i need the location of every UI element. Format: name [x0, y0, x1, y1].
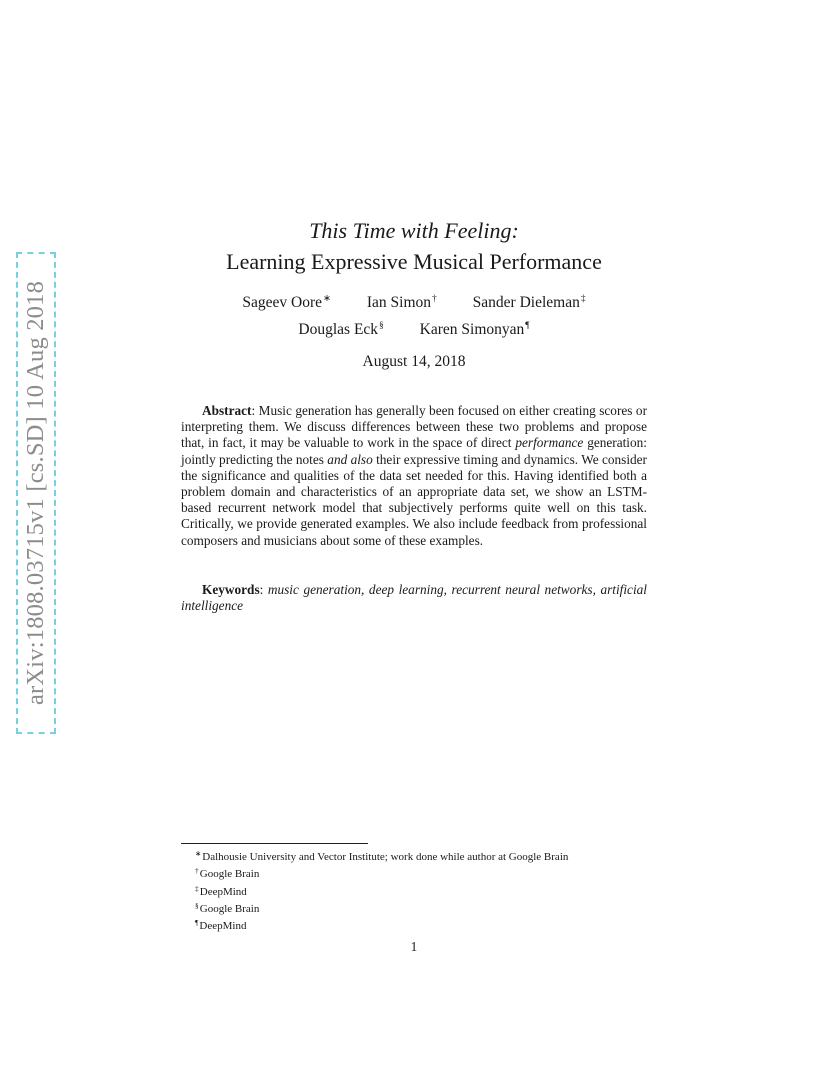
footnote-text: DeepMind — [199, 885, 247, 898]
author-mark: † — [432, 294, 437, 304]
arxiv-stamp-text: arXiv:1808.03715v1 [cs.SD] 10 Aug 2018 — [22, 280, 49, 706]
page-number: 1 — [410, 939, 418, 954]
footnote-text: Google Brain — [199, 868, 260, 881]
abstract — [181, 403, 647, 549]
author — [367, 294, 437, 312]
footnote-text: DeepMind — [199, 920, 247, 933]
footnote — [195, 899, 568, 916]
keywords-separator: : — [259, 582, 268, 597]
keywords-text: music generation, deep learning, recurrent neural networks, artificial intelligence — [181, 582, 647, 614]
footnote — [195, 847, 568, 864]
author — [242, 293, 331, 312]
keywords-label: Keywords — [202, 582, 260, 597]
abstract-text: : Music generation has generally been focused on either creating scores or interpreting them. We discuss differences between these two problems and propose that, in fact, it may be valuable to work in the space of direct — [181, 403, 647, 451]
author-mark: § — [379, 321, 384, 331]
author-row-1 — [0, 293, 828, 312]
author-name: Karen Simonyan — [419, 321, 525, 338]
author-mark: ∗ — [323, 294, 331, 304]
footnote — [195, 882, 568, 899]
footnote-mark: § — [195, 900, 199, 910]
keywords — [181, 582, 647, 614]
abstract-text: generation: jointly predicting the notes — [181, 435, 647, 467]
footnotes — [195, 847, 568, 933]
author-row-2 — [0, 321, 828, 339]
author-mark: ‡ — [580, 294, 586, 304]
author — [473, 294, 586, 312]
footnote-mark: ‡ — [195, 883, 199, 893]
footnote — [195, 864, 568, 881]
paper-date: August 14, 2018 — [362, 353, 466, 370]
abstract-label: Abstract — [202, 403, 252, 418]
abstract-emphasis: performance — [515, 435, 584, 451]
footnote-text: Dalhousie University and Vector Institute; work done while author at Google Brain — [202, 851, 569, 863]
abstract-text: their expressive timing and dynamics. We consider the significance and qualities of the data set needed for this. Having identified both a problem domain and characteristics of an appropriate data set, we show an LSTM-based recurrent network model that subjectively performs quite well on this task. Critically, we provide generated examples. We also include feedback from professional composers and musicians about some of these examples. — [181, 451, 647, 548]
author-name: Ian Simon — [366, 294, 432, 311]
abstract-emphasis: and also — [327, 451, 373, 467]
footnote-mark: ¶ — [195, 918, 199, 928]
footnote-mark: ∗ — [195, 849, 202, 858]
author-name: Douglas Eck — [298, 321, 379, 338]
footnote-text: Google Brain — [199, 902, 260, 915]
footnote-mark: † — [195, 866, 199, 876]
author-name: Sander Dieleman — [472, 294, 580, 311]
footnote-rule — [181, 843, 368, 844]
author — [420, 321, 530, 339]
author — [298, 321, 383, 339]
paper-title-line2: Learning Expressive Musical Performance — [226, 249, 602, 274]
author-name: Sageev Oore — [242, 294, 323, 311]
paper-title-line1: This Time with Feeling: — [309, 218, 519, 243]
author-mark: ¶ — [525, 321, 530, 331]
footnote — [195, 916, 568, 933]
